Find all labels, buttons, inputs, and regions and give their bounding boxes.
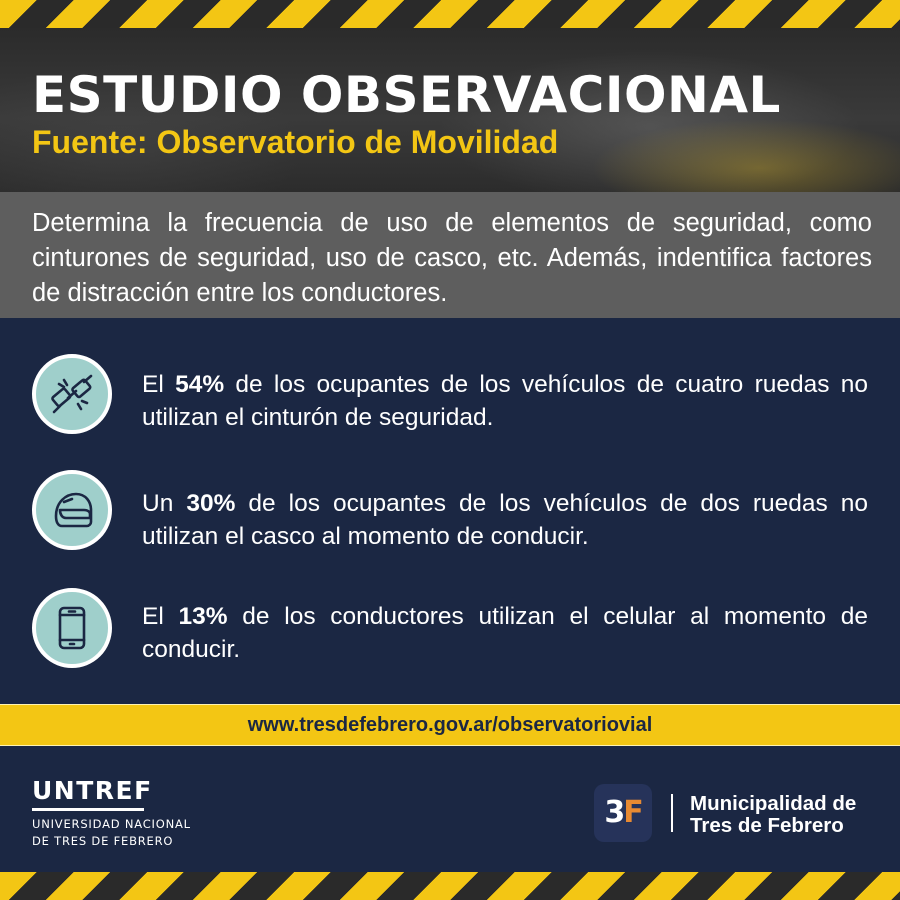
- footer: [0, 746, 900, 872]
- facts-panel: [0, 318, 900, 704]
- fact-text: Un 30% de los ocupantes de los vehículos de dos ruedas no utilizan el casco al momento de conducir.: [142, 490, 868, 550]
- municipality-name-line-2: Tres de Febrero: [690, 814, 844, 837]
- logo-divider: [671, 794, 673, 832]
- fact-percentage: 54%: [175, 371, 225, 398]
- municipality-name-line-1: Municipalidad de: [690, 792, 857, 815]
- page-title: ESTUDIO OBSERVACIONAL: [32, 66, 781, 124]
- intro-text: Determina la frecuencia de uso de elementos de seguridad, como cinturones de seguridad, uso de casco, etc. Además, indentifica factores de distracción entre los conductores.: [32, 209, 872, 307]
- fact-text: El 13% de los conductores utilizan el celular al momento de conducir.: [142, 603, 869, 663]
- helmet-icon: [48, 486, 96, 534]
- url-bar: [0, 704, 900, 746]
- untref-line-2: DE TRES DE FEBRERO: [32, 834, 174, 848]
- fact-text: El 54% de los ocupantes de los vehículos de cuatro ruedas no utilizan el cinturón de seguridad.: [142, 371, 869, 431]
- fact-percentage: 13%: [178, 603, 228, 630]
- municipality-logo: 3F: [594, 784, 652, 842]
- seatbelt-icon: [48, 370, 96, 418]
- hazard-stripe-bottom: [0, 872, 900, 900]
- helmet-badge: [32, 470, 112, 550]
- mobile-phone-icon: [48, 604, 96, 652]
- page-subtitle: Fuente: Observatorio de Movilidad: [32, 124, 559, 160]
- hazard-stripe-top: [0, 0, 900, 28]
- seatbelt-badge: [32, 354, 112, 434]
- untref-wordmark: UNTREF: [32, 776, 153, 805]
- untref-line-1: UNIVERSIDAD NACIONAL: [32, 817, 191, 831]
- website-link[interactable]: www.tresdefebrero.gov.ar/observatoriovial: [247, 714, 653, 736]
- untref-underline: [32, 808, 144, 811]
- intro-panel: [0, 192, 900, 318]
- phone-badge: [32, 588, 112, 668]
- header-banner: [0, 28, 900, 192]
- fact-percentage: 30%: [186, 490, 236, 517]
